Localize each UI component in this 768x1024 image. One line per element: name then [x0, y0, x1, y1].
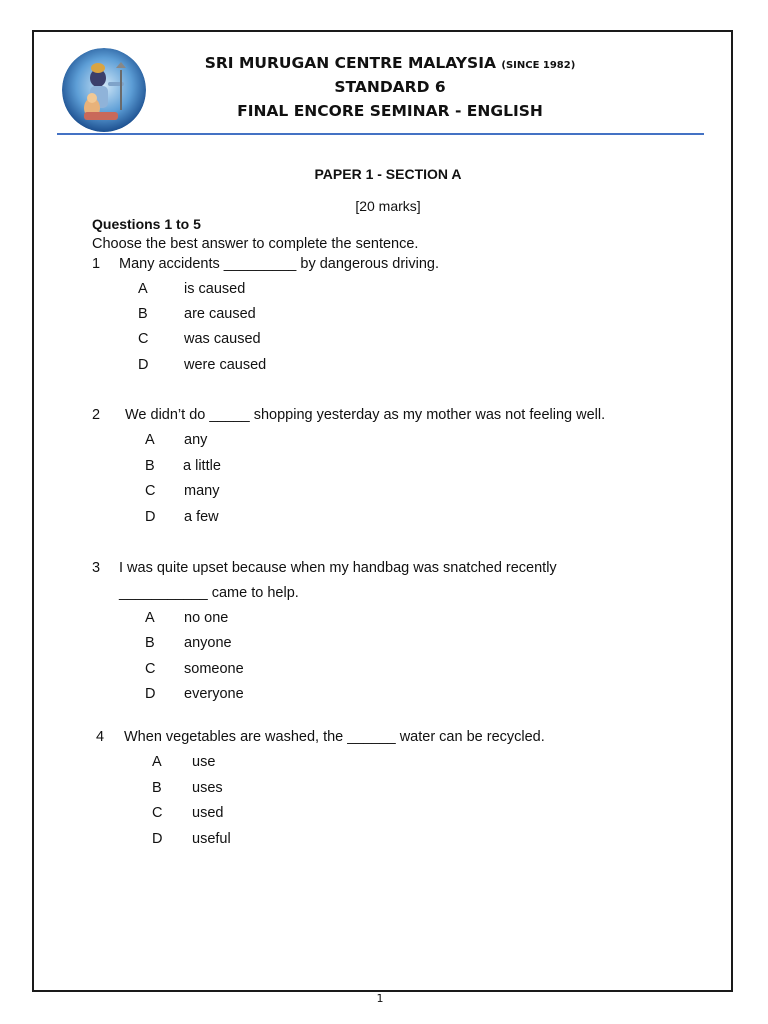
option-letter: B: [138, 306, 148, 322]
option-text: were caused: [184, 357, 267, 373]
option-letter: C: [152, 805, 163, 821]
since-year: (SINCE 1982): [501, 60, 576, 71]
question-number: 2: [92, 407, 101, 423]
option-text: a little: [183, 458, 221, 474]
header-divider: [57, 133, 704, 135]
option-text: is caused: [184, 281, 246, 297]
option-letter: C: [138, 331, 149, 347]
option-letter: A: [152, 754, 162, 770]
question-number: 3: [92, 560, 101, 576]
seminar-title: FINAL ENCORE SEMINAR - ENGLISH: [237, 102, 543, 120]
option-letter: A: [145, 432, 155, 448]
option-text: use: [192, 754, 216, 770]
paper-section-title: PAPER 1 - SECTION A: [314, 166, 462, 182]
option-letter: D: [145, 686, 156, 702]
option-text: many: [184, 483, 220, 499]
question-text-continued: ___________ came to help.: [119, 585, 299, 601]
option-letter: B: [152, 780, 162, 796]
question-text: When vegetables are washed, the ______ water can be recycled.: [124, 729, 545, 745]
option-letter: C: [145, 483, 156, 499]
marks-label: [20 marks]: [355, 198, 421, 214]
option-letter: D: [152, 831, 163, 847]
option-text: are caused: [184, 306, 256, 322]
option-text: everyone: [184, 686, 244, 702]
standard-title: STANDARD 6: [334, 78, 446, 96]
question-text: Many accidents _________ by dangerous driving.: [119, 256, 440, 272]
question-text: I was quite upset because when my handbag was snatched recently: [119, 560, 557, 576]
option-text: someone: [184, 661, 244, 677]
option-letter: B: [145, 635, 155, 651]
option-text: any: [184, 432, 208, 448]
option-text: useful: [192, 831, 231, 847]
option-letter: D: [145, 509, 156, 525]
option-letter: A: [145, 610, 155, 626]
deity-logo: [62, 48, 146, 132]
question-number: 1: [92, 256, 101, 272]
option-text: uses: [192, 780, 223, 796]
option-letter: C: [145, 661, 156, 677]
option-text: was caused: [184, 331, 261, 347]
page-number: 1: [376, 992, 384, 1005]
option-letter: D: [138, 357, 149, 373]
questions-heading: Questions 1 to 5: [92, 216, 201, 232]
school-name: SRI MURUGAN CENTRE MALAYSIA (SINCE 1982): [204, 54, 576, 72]
question-number: 4: [96, 729, 105, 745]
instruction-text: Choose the best answer to complete the sentence.: [92, 236, 419, 252]
option-text: no one: [184, 610, 229, 626]
option-text: anyone: [184, 635, 232, 651]
option-letter: B: [145, 458, 155, 474]
option-letter: A: [138, 281, 148, 297]
option-text: a few: [184, 509, 219, 525]
option-text: used: [192, 805, 224, 821]
question-text: We didn’t do _____ shopping yesterday as my mother was not feeling well.: [125, 407, 606, 423]
